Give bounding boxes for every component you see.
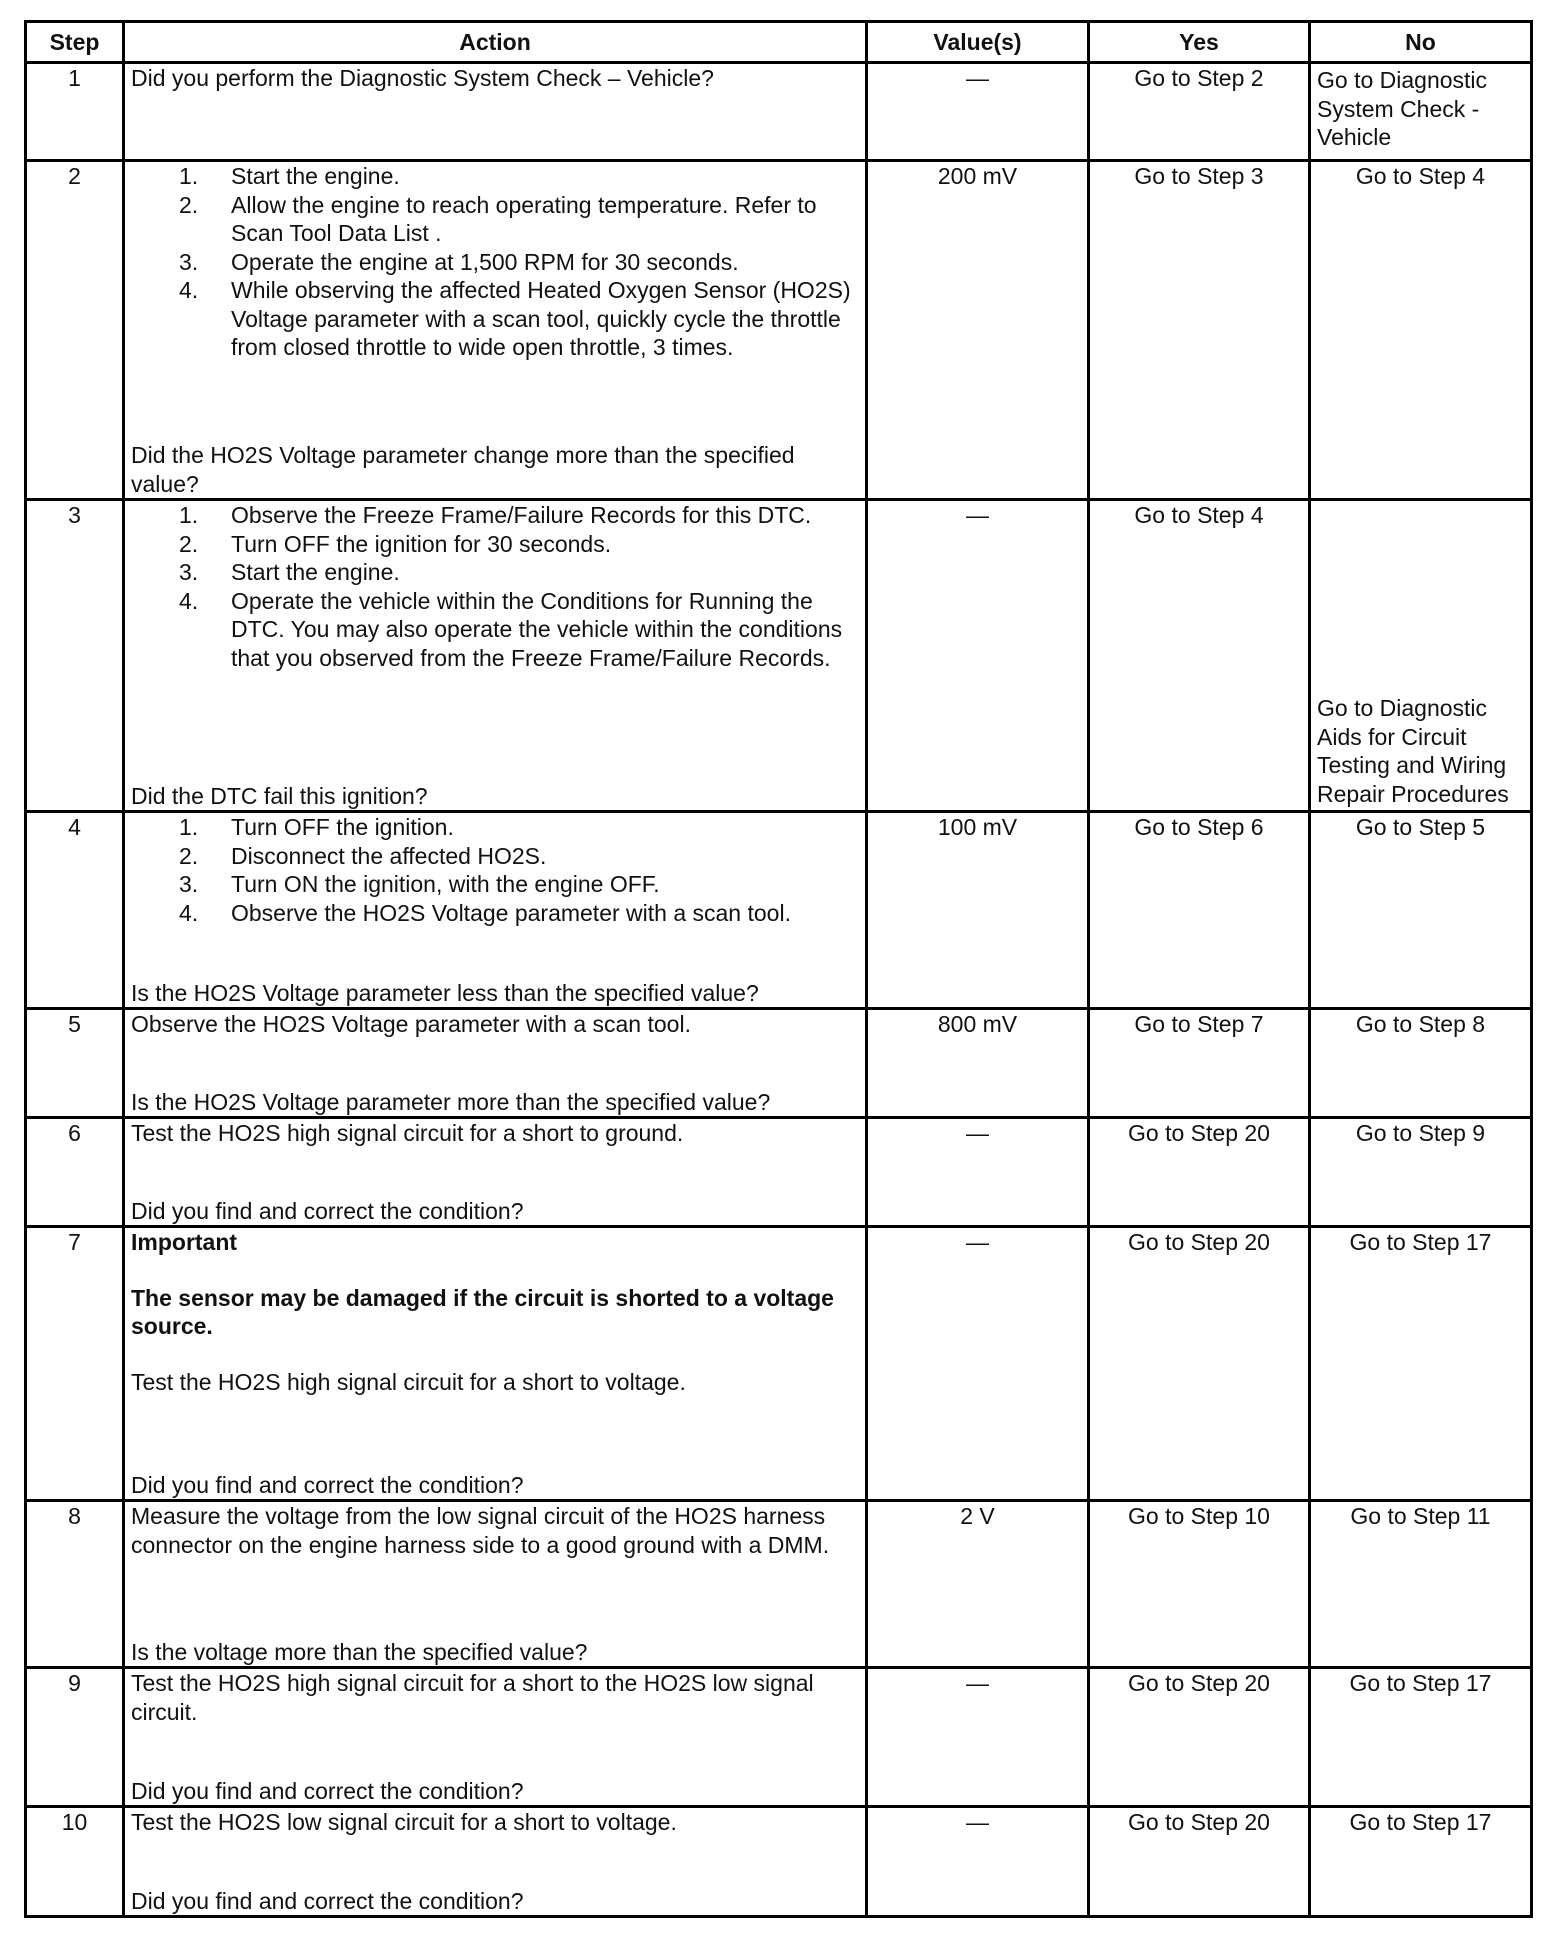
header-values: Value(s) bbox=[867, 22, 1089, 63]
yes-cell: Go to Step 20 bbox=[1089, 1807, 1310, 1917]
header-step: Step bbox=[26, 22, 124, 63]
action-text: Test the HO2S low signal circuit for a short to voltage. bbox=[131, 1809, 677, 1835]
list-item: 3. Turn ON the ignition, with the engine OFF. bbox=[179, 871, 660, 897]
table-row bbox=[26, 500, 1532, 812]
question-text: Did you find and correct the condition? bbox=[131, 1197, 524, 1224]
list-item: 4. Observe the HO2S Voltage parameter with a scan tool. bbox=[179, 899, 791, 926]
procedure-list bbox=[131, 501, 859, 672]
procedure-list bbox=[131, 813, 859, 927]
yes-cell: Go to Step 20 bbox=[1089, 1227, 1310, 1501]
yes-cell: Go to Step 20 bbox=[1089, 1668, 1310, 1807]
table-row bbox=[26, 1668, 1532, 1807]
action-text: Measure the voltage from the low signal circuit of the HO2S harness connector on the engine harness side to a good ground with a DMM. bbox=[131, 1503, 830, 1558]
no-cell: Go to Step 11 bbox=[1310, 1501, 1532, 1668]
list-item: 2. Allow the engine to reach operating temperature. Refer to Scan Tool Data List . bbox=[179, 191, 817, 246]
value-cell: — bbox=[867, 63, 1089, 161]
question-text: Is the voltage more than the specified value? bbox=[131, 1638, 588, 1665]
question-text: Is the HO2S Voltage parameter less than the specified value? bbox=[131, 979, 759, 1006]
step-number: 8 bbox=[26, 1501, 124, 1668]
list-item: 1. Turn OFF the ignition. bbox=[179, 814, 454, 840]
list-item: 4. Operate the vehicle within the Conditions for Running the DTC. You may also operate the vehicle within the conditions that you observed from the Freeze Frame/Failure Records. bbox=[179, 587, 843, 671]
important-text: The sensor may be damaged if the circuit is shorted to a voltage source. bbox=[131, 1284, 834, 1339]
table-row bbox=[26, 63, 1532, 161]
action-cell bbox=[124, 1118, 867, 1227]
list-item: 2. Turn OFF the ignition for 30 seconds. bbox=[179, 530, 612, 557]
list-item: 4. While observing the affected Heated Oxygen Sensor (HO2S) Voltage parameter with a scan tool, quickly cycle the throttle from closed throttle to wide open throttle, 3 times. bbox=[179, 277, 851, 360]
step-number: 2 bbox=[26, 161, 124, 500]
yes-cell: Go to Step 20 bbox=[1089, 1118, 1310, 1227]
question-text: Did you find and correct the condition? bbox=[131, 1471, 524, 1498]
action-text: Did you perform the Diagnostic System Check – Vehicle? bbox=[131, 65, 714, 91]
no-cell: Go to Step 5 bbox=[1310, 812, 1532, 1009]
yes-cell: Go to Step 2 bbox=[1089, 63, 1310, 161]
header-yes: Yes bbox=[1089, 22, 1310, 63]
table-row bbox=[26, 161, 1532, 500]
question-text: Did you find and correct the condition? bbox=[131, 1777, 524, 1804]
table-row bbox=[26, 1118, 1532, 1227]
action-cell bbox=[124, 1807, 867, 1917]
yes-cell: Go to Step 6 bbox=[1089, 812, 1310, 1009]
table-row bbox=[26, 1501, 1532, 1668]
step-number: 7 bbox=[26, 1227, 124, 1501]
important-label: Important bbox=[131, 1229, 238, 1255]
value-cell: — bbox=[867, 500, 1089, 812]
action-text: Test the HO2S high signal circuit for a short to voltage. bbox=[131, 1368, 686, 1395]
list-item: 2. Disconnect the affected HO2S. bbox=[179, 842, 547, 869]
list-item: 1. Observe the Freeze Frame/Failure Records for this DTC. bbox=[179, 502, 812, 528]
list-item: 1. Start the engine. bbox=[179, 163, 400, 189]
header-action: Action bbox=[124, 22, 867, 63]
action-text: Observe the HO2S Voltage parameter with a scan tool. bbox=[131, 1011, 691, 1037]
value-cell: 2 V bbox=[867, 1501, 1089, 1668]
no-cell: Go to Step 8 bbox=[1310, 1009, 1532, 1118]
step-number: 4 bbox=[26, 812, 124, 1009]
no-cell: Go to Diagnostic Aids for Circuit Testing and Wiring Repair Procedures bbox=[1310, 500, 1532, 812]
action-cell bbox=[124, 1668, 867, 1807]
step-number: 5 bbox=[26, 1009, 124, 1118]
header-row bbox=[26, 22, 1532, 63]
no-cell: Go to Step 17 bbox=[1310, 1227, 1532, 1501]
question-text: Is the HO2S Voltage parameter more than the specified value? bbox=[131, 1088, 771, 1115]
list-item: 3. Operate the engine at 1,500 RPM for 30 seconds. bbox=[179, 248, 739, 275]
value-cell: — bbox=[867, 1807, 1089, 1917]
no-cell: Go to Step 17 bbox=[1310, 1807, 1532, 1917]
value-cell: 800 mV bbox=[867, 1009, 1089, 1118]
table-row bbox=[26, 1009, 1532, 1118]
no-cell: Go to Diagnostic System Check - Vehicle bbox=[1310, 63, 1532, 161]
yes-cell: Go to Step 10 bbox=[1089, 1501, 1310, 1668]
yes-cell: Go to Step 7 bbox=[1089, 1009, 1310, 1118]
action-cell bbox=[124, 63, 867, 161]
diagnostic-table bbox=[24, 20, 1533, 1918]
table-row bbox=[26, 812, 1532, 1009]
step-number: 3 bbox=[26, 500, 124, 812]
procedure-list bbox=[131, 162, 859, 362]
no-cell: Go to Step 4 bbox=[1310, 161, 1532, 500]
value-cell: — bbox=[867, 1227, 1089, 1501]
header-no: No bbox=[1310, 22, 1532, 63]
value-cell: — bbox=[867, 1668, 1089, 1807]
value-cell: 200 mV bbox=[867, 161, 1089, 500]
no-cell: Go to Step 17 bbox=[1310, 1668, 1532, 1807]
question-text: Did the HO2S Voltage parameter change more than the specified value? bbox=[131, 442, 795, 497]
action-cell bbox=[124, 812, 867, 1009]
step-number: 9 bbox=[26, 1668, 124, 1807]
value-cell: 100 mV bbox=[867, 812, 1089, 1009]
question-text: Did you find and correct the condition? bbox=[131, 1887, 524, 1914]
table-row bbox=[26, 1227, 1532, 1501]
value-cell: — bbox=[867, 1118, 1089, 1227]
step-number: 10 bbox=[26, 1807, 124, 1917]
action-cell bbox=[124, 1501, 867, 1668]
action-text: Test the HO2S high signal circuit for a short to the HO2S low signal circuit. bbox=[131, 1670, 814, 1725]
list-item: 3. Start the engine. bbox=[179, 559, 400, 585]
step-number: 1 bbox=[26, 63, 124, 161]
step-number: 6 bbox=[26, 1118, 124, 1227]
no-cell: Go to Step 9 bbox=[1310, 1118, 1532, 1227]
yes-cell: Go to Step 4 bbox=[1089, 500, 1310, 812]
table-row bbox=[26, 1807, 1532, 1917]
yes-cell: Go to Step 3 bbox=[1089, 161, 1310, 500]
question-text: Did the DTC fail this ignition? bbox=[131, 782, 428, 809]
action-cell bbox=[124, 1009, 867, 1118]
action-cell bbox=[124, 161, 867, 500]
action-cell bbox=[124, 1227, 867, 1501]
action-text: Test the HO2S high signal circuit for a short to ground. bbox=[131, 1120, 684, 1146]
action-cell bbox=[124, 500, 867, 812]
